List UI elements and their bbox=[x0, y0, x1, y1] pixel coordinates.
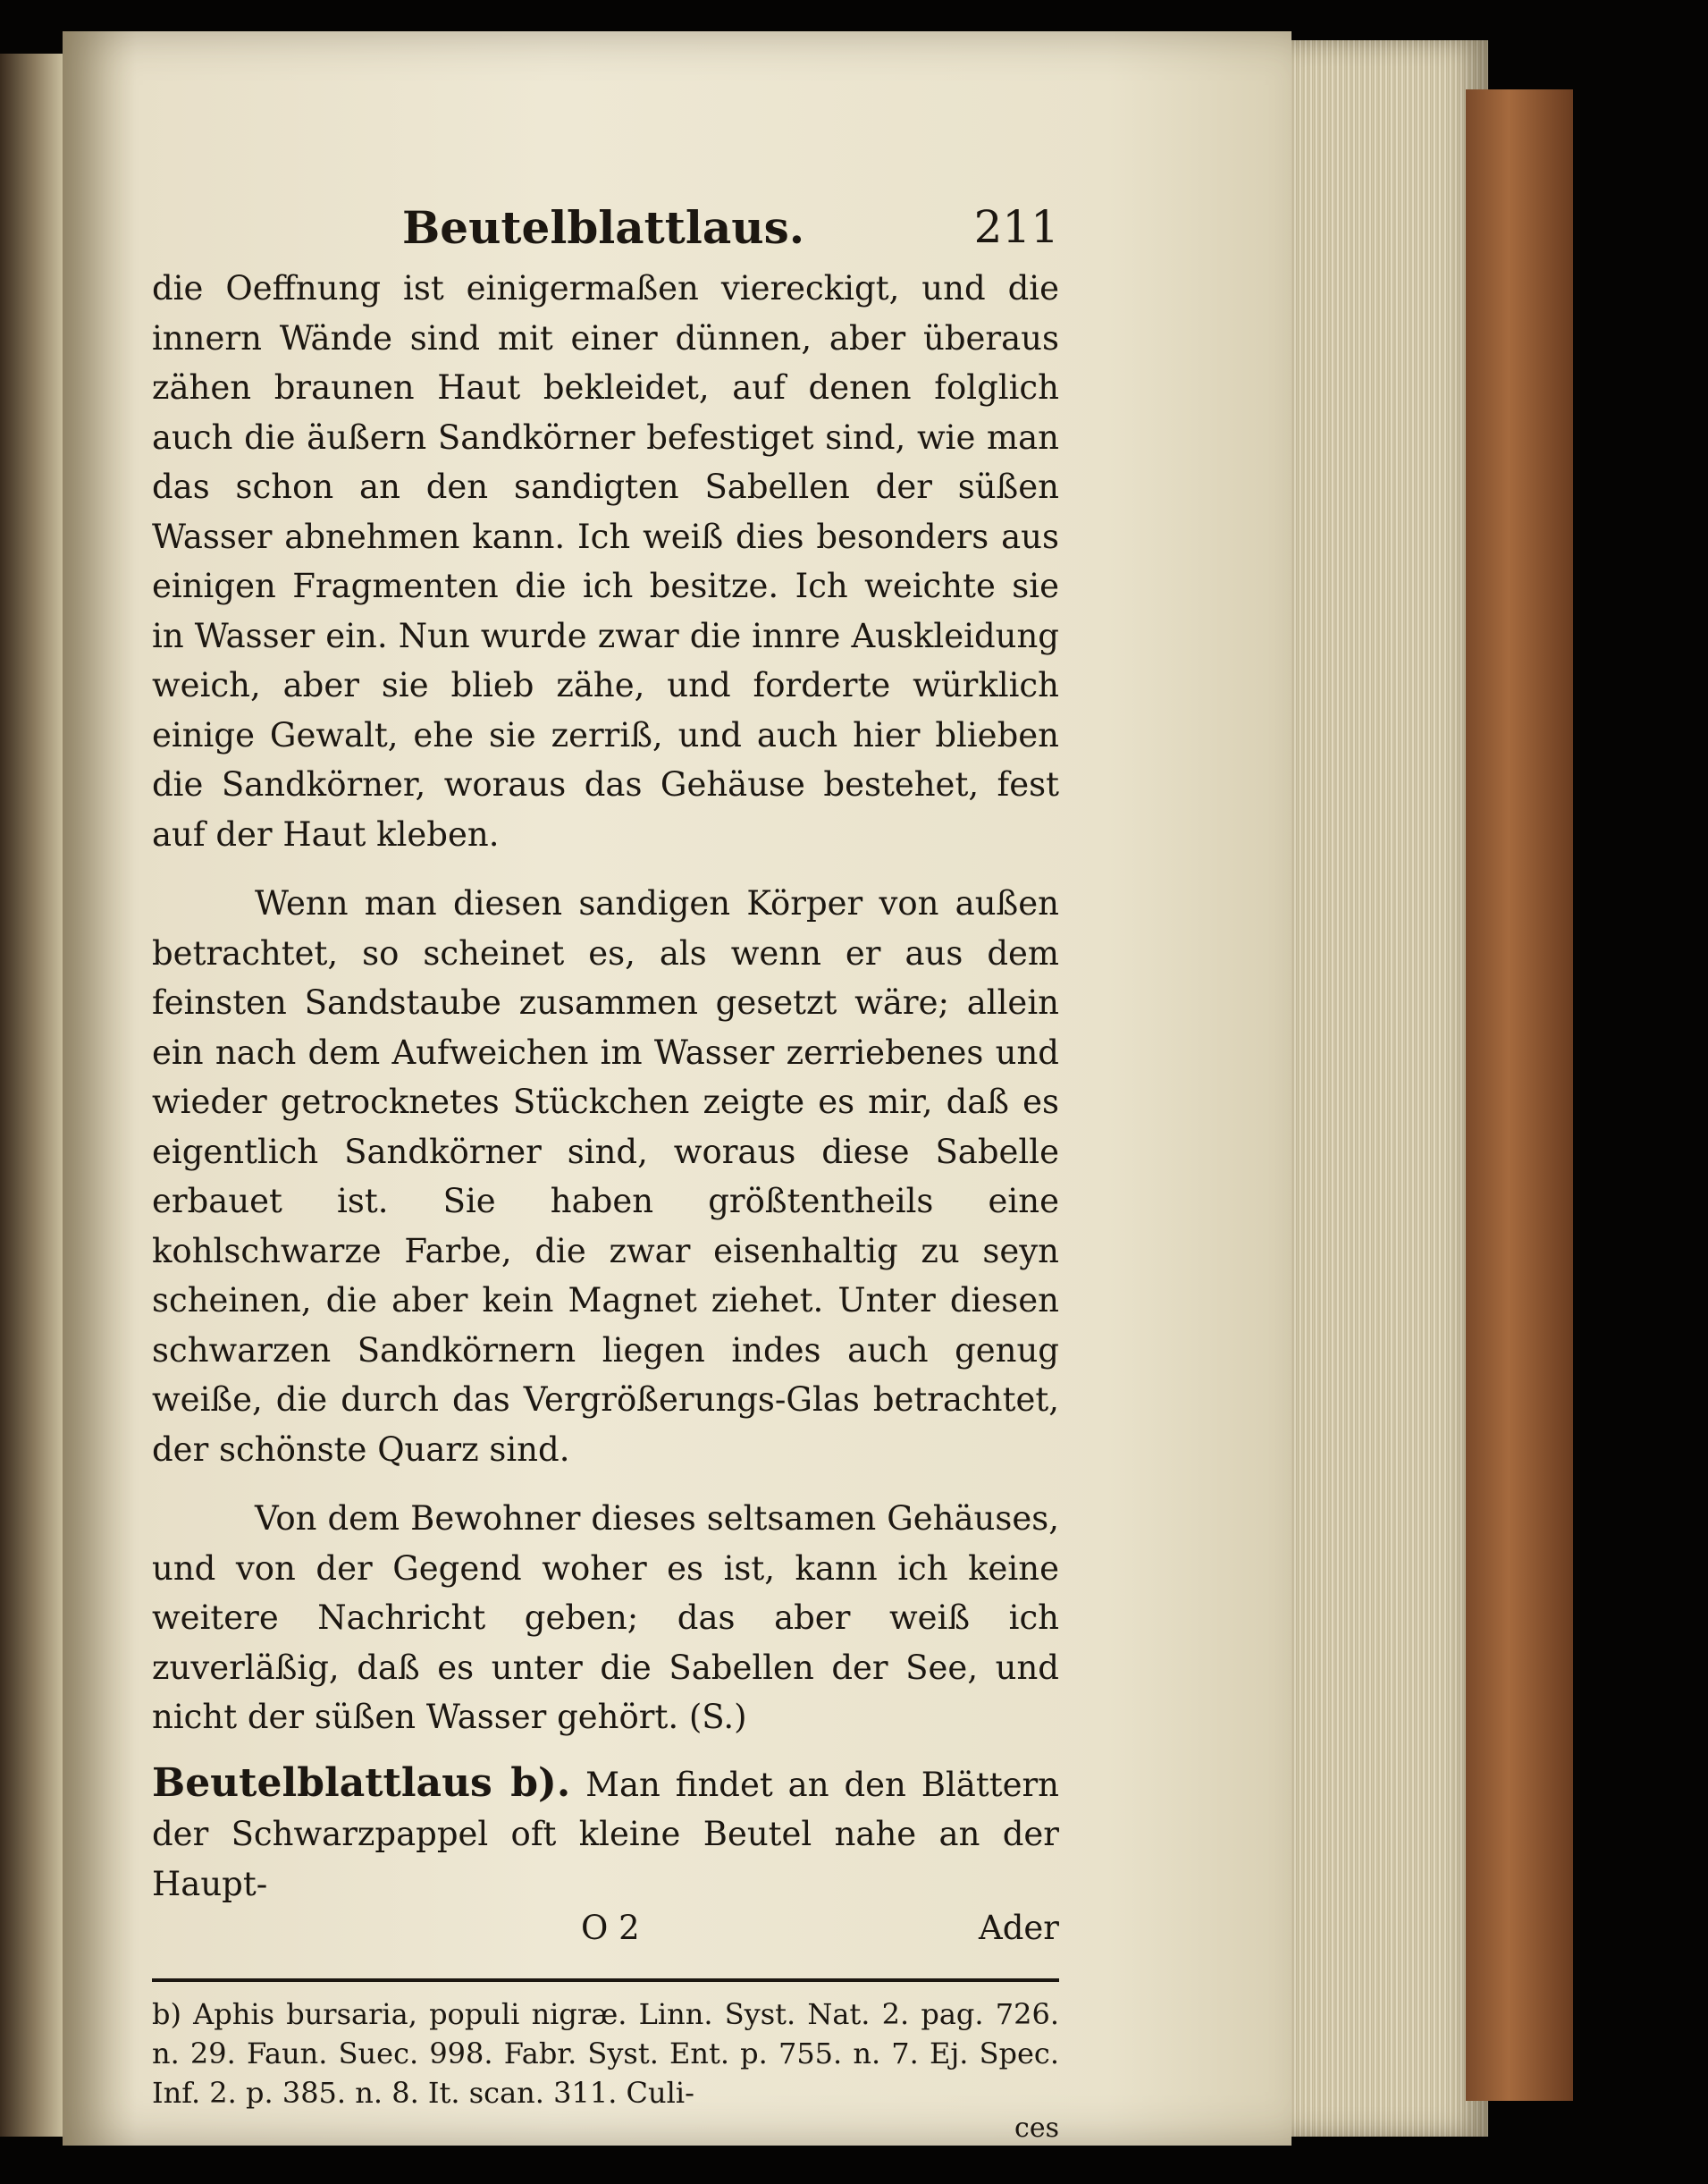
entry-lemma: Beutelblattlaus b). bbox=[152, 1759, 571, 1806]
facing-page-edge bbox=[0, 54, 63, 2137]
signature-mark: O 2 bbox=[581, 1909, 640, 1947]
paragraph-2: Wenn man diesen sandigen Körper von außen betrachtet, so scheinet es, als wenn er aus dem feinsten Sandstaube zusammen gesetzt wäre; allein ein nach dem Aufweichen im Wasser zerriebenes und wieder getrocknetes Stückchen zeigte es mir, daß es eigentlich Sandkörner sind, woraus diese Sabelle erbauet ist. Sie haben größtentheils eine kohlschwarze Farbe, die zwar eisenhaltig zu seyn scheinen, die aber kein Magnet ziehet. Unter diesen schwarzen Sandkörnern liegen indes auch genug weiße, die durch das Vergrößerungs-Glas betrachtet, der schönste Quarz sind. bbox=[152, 884, 1059, 1469]
dictionary-entry bbox=[152, 1758, 1059, 1910]
footnote-catchword: ces bbox=[1014, 2112, 1059, 2144]
entry-text: Man findet an den Blättern der Schwarzpappel oft kleine Beutel nahe an der Haupt- bbox=[152, 1765, 1059, 1903]
page-text-block bbox=[152, 183, 1059, 2144]
page-edges bbox=[1292, 40, 1488, 2137]
running-title: Beutelblattlaus. bbox=[402, 201, 805, 254]
footnote: b) Aphis bursaria, populi nigræ. Linn. Syst. Nat. 2. pag. 726. n. 29. Faun. Suec. 998. Fabr. Syst. Ent. p. 755. n. 7. Ej. Spec. Inf. 2. p. 385. n. 8. It. scan. 311. Culi- bbox=[152, 1997, 1059, 2110]
footnote-rule bbox=[152, 1978, 1059, 1982]
page-number: 211 bbox=[973, 201, 1059, 253]
paragraph-1: die Oeffnung ist einigermaßen viereckigt, und die innern Wände sind mit einer dünnen, aber überaus zähen braunen Haut bekleidet, auf denen folglich auch die äußern Sandkörner befestiget sind, wie man das schon an den sandigten Sabellen der süßen Wasser abnehmen kann. Ich weiß dies besonders aus einigen Fragmenten die ich besitze. Ich weichte sie in Wasser ein. Nun wurde zwar die innre Auskleidung weich, aber sie blieb zähe, und forderte würklich einige Gewalt, ehe sie zerriß, und auch hier blieben die Sandkörner, woraus das Gehäuse bestehet, fest auf der Haut kleben. bbox=[152, 269, 1059, 854]
paragraph-3: Von dem Bewohner dieses seltsamen Gehäuses, und von der Gegend woher es ist, kann ich keine weitere Nachricht geben; das aber weiß ich zuverläßig, daß es unter die Sabellen der See, und nicht der süßen Wasser gehört. (S.) bbox=[152, 1499, 1059, 1736]
catchword: Ader bbox=[979, 1909, 1059, 1947]
catchline bbox=[152, 1909, 1059, 1959]
running-head bbox=[152, 183, 1059, 264]
book-cover-edge bbox=[1466, 89, 1573, 2101]
